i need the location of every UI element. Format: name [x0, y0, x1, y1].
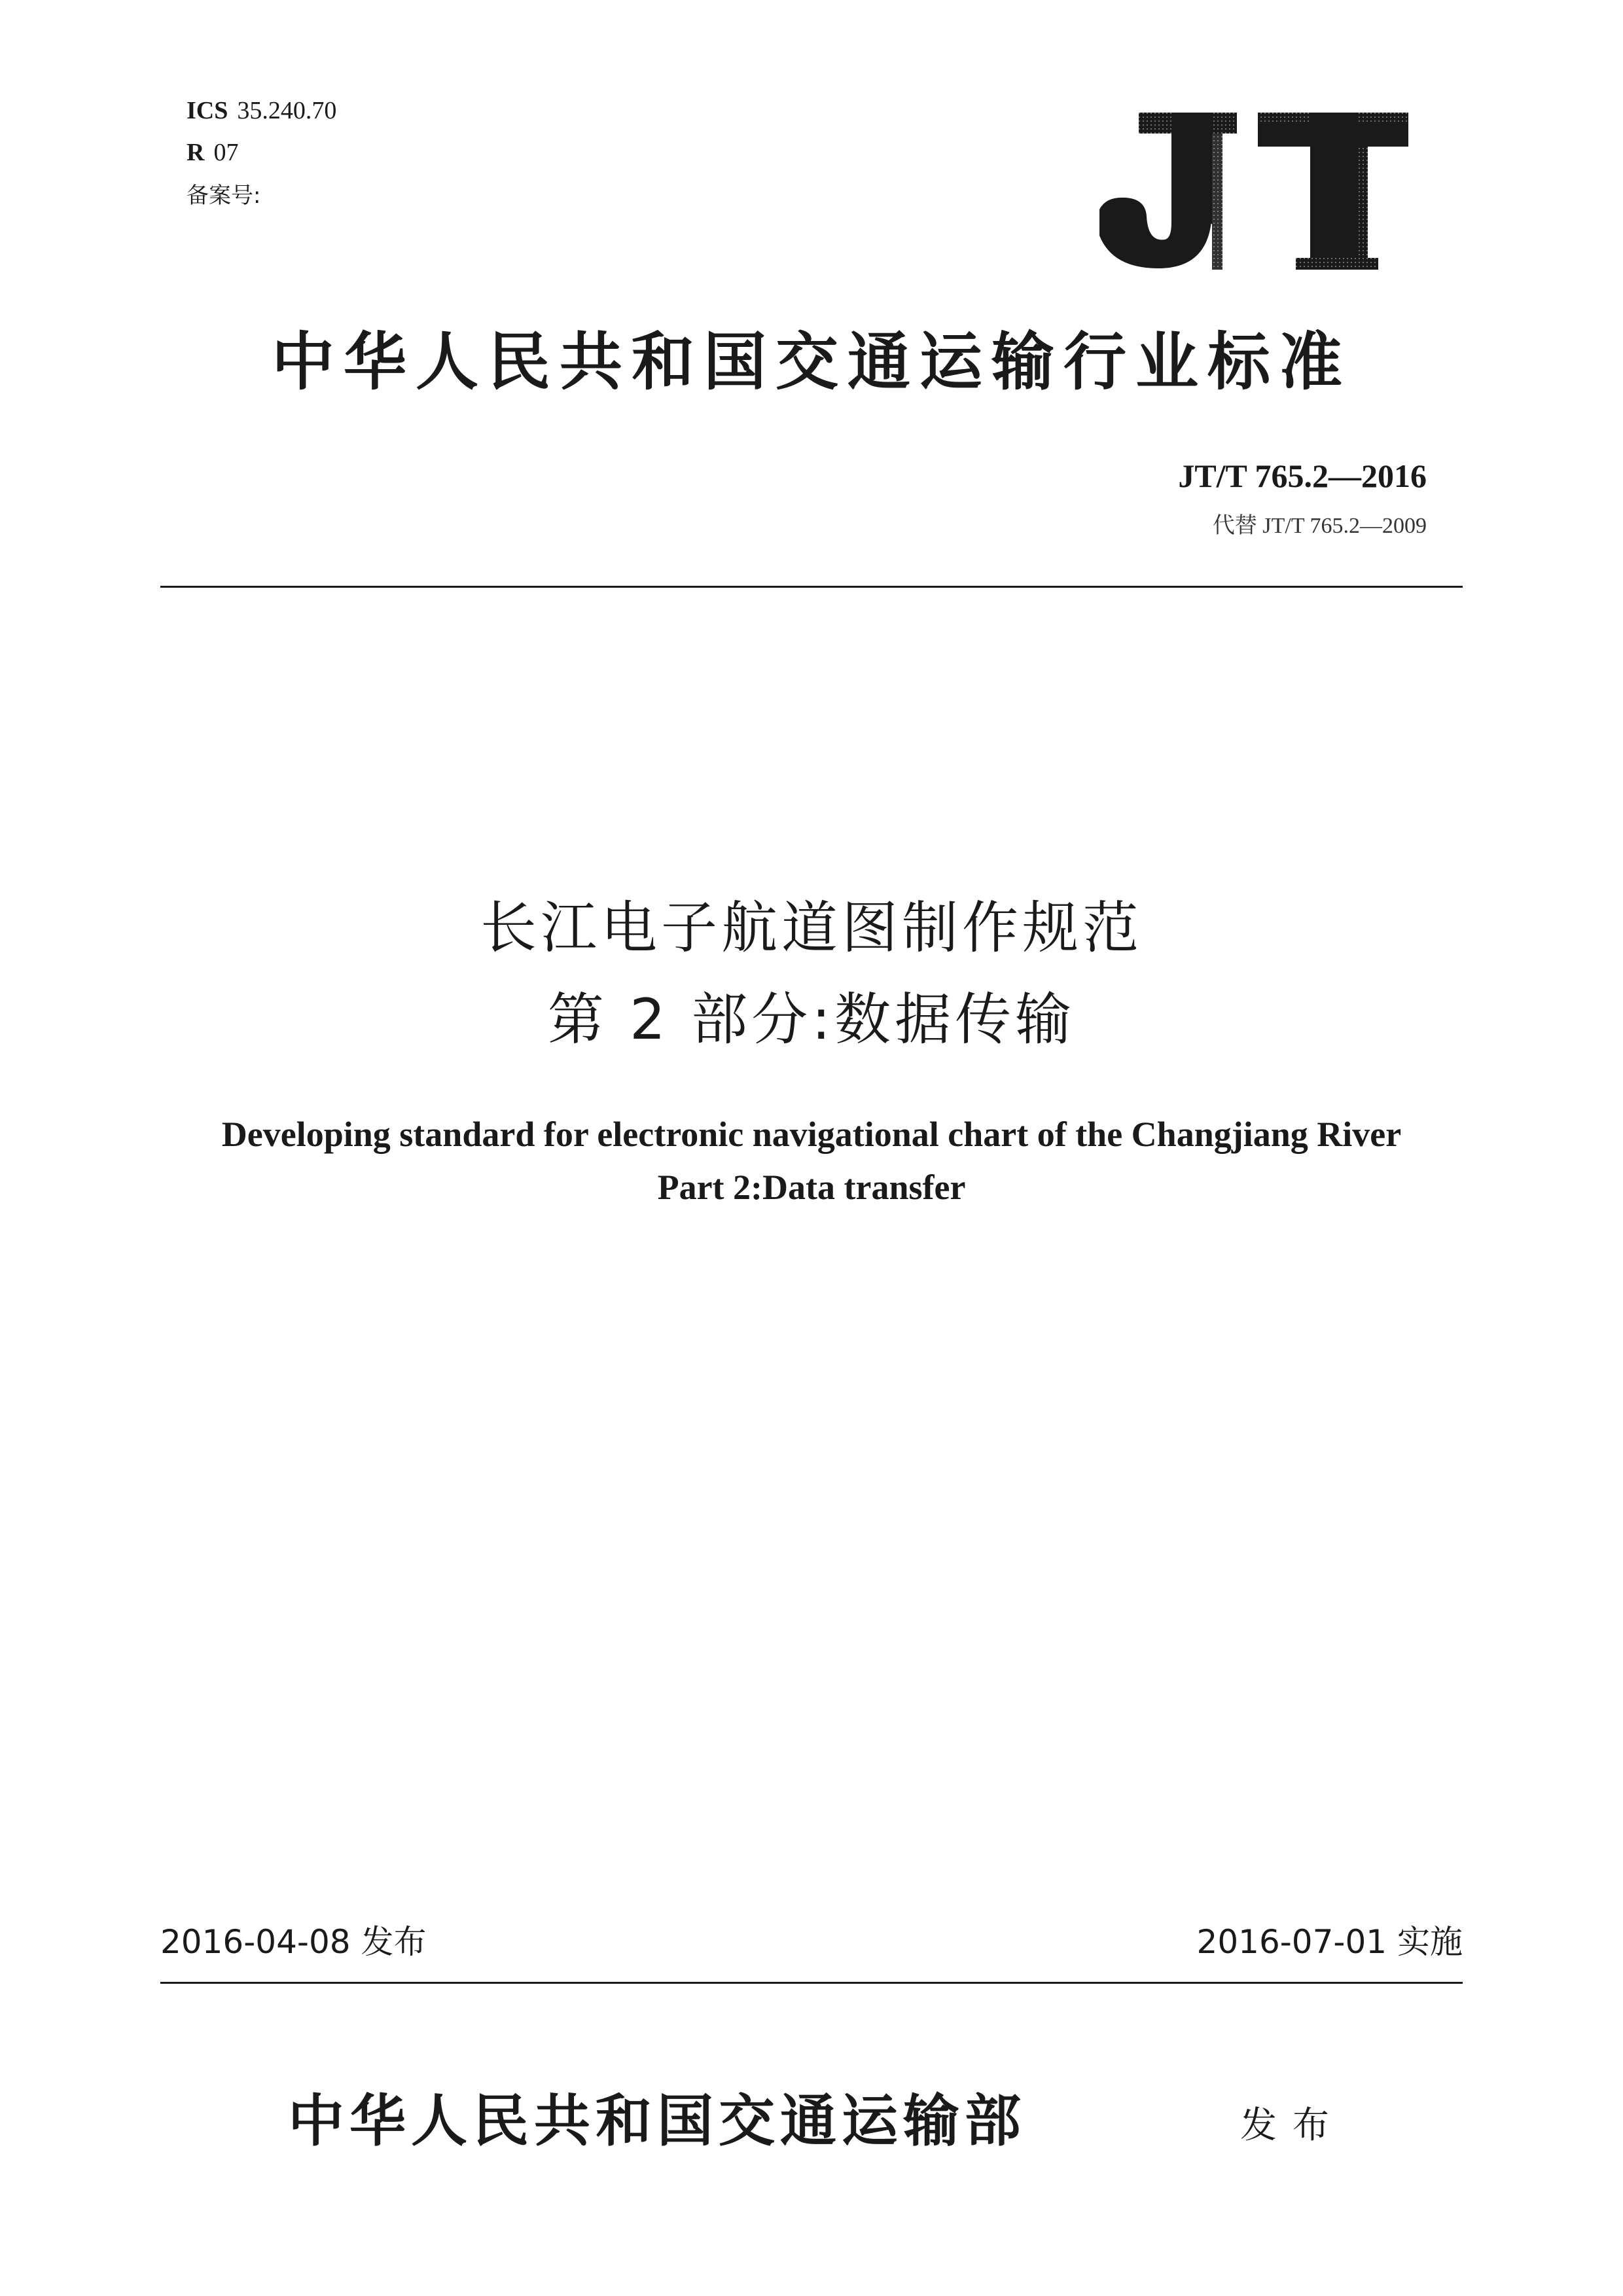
- issuing-action: 发布: [1240, 2104, 1345, 2147]
- logo-letter-t: [1258, 113, 1408, 270]
- implement-date: 2016-07-01 实施: [1196, 1923, 1463, 1961]
- record-number-label: 备案号:: [187, 183, 261, 209]
- title-en-line2: Part 2:Data transfer: [657, 1168, 966, 1207]
- category-value: 07: [213, 139, 239, 166]
- industry-standard-title: 中华人民共和国交通运输行业标准: [272, 325, 1351, 399]
- replaces-number: JT/T 765.2—2009: [1262, 514, 1427, 538]
- title-en-line1: Developing standard for electronic navigational chart of the Changjiang River: [221, 1115, 1402, 1154]
- category-label: R: [187, 139, 205, 166]
- ics-label: ICS: [187, 97, 228, 124]
- category-code: [187, 140, 238, 165]
- title-zh-line2: 第 2 部分:数据传输: [547, 987, 1076, 1052]
- logo-letter-j: [1099, 113, 1237, 270]
- title-zh-line1: 长江电子航道图制作规范: [480, 895, 1143, 961]
- ics-code: [187, 98, 336, 123]
- replaces-standard: [1213, 514, 1427, 537]
- replaces-prefix: 代替: [1212, 512, 1257, 539]
- top-divider: [160, 586, 1463, 588]
- jt-logo: [1086, 111, 1414, 275]
- publish-date: 2016-04-08 发布: [160, 1923, 427, 1961]
- bottom-divider: [160, 1982, 1463, 1984]
- ics-value: 35.240.70: [237, 97, 337, 124]
- standard-number: JT/T 765.2—2016: [1178, 457, 1427, 494]
- issuing-authority: 中华人民共和国交通运输部: [288, 2088, 1026, 2154]
